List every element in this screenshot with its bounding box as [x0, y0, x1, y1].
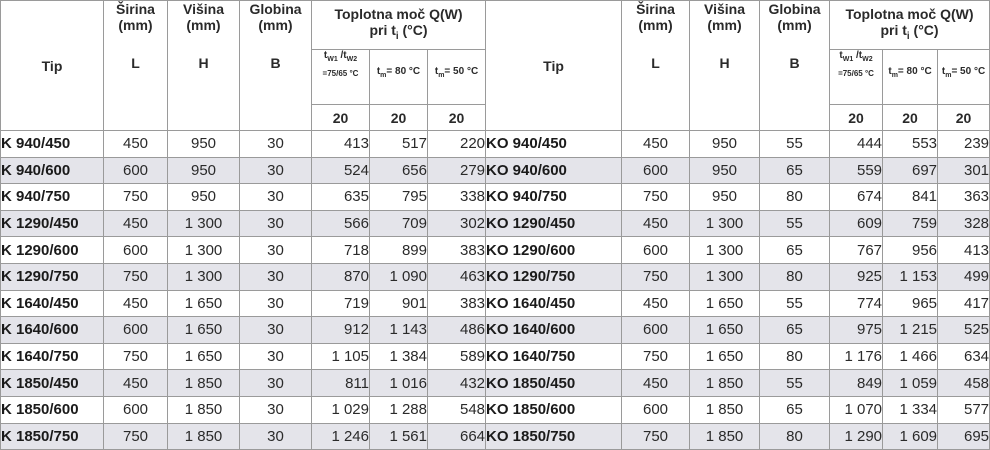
k-height-cell: 1 850 [168, 370, 240, 397]
table-row [1, 131, 990, 158]
k-depth-cell: 30 [240, 290, 312, 317]
k-power-tm50-cell: 279 [428, 157, 486, 184]
k-width-cell: 600 [104, 157, 168, 184]
ko-width-cell: 750 [622, 263, 690, 290]
ko-power-75-65-cell: 774 [830, 290, 883, 317]
tm50-sub-left: m [438, 72, 445, 79]
ko-power-tm50-cell: 695 [938, 423, 990, 450]
ko-power-tm50-cell: 577 [938, 396, 990, 423]
k-height-cell: 1 650 [168, 290, 240, 317]
ko-height-cell: 1 650 [690, 317, 760, 344]
k-power-75-65-cell: 1 029 [312, 396, 370, 423]
ko-model-cell: KO 1290/600 [486, 237, 622, 264]
ko-power-75-65-cell: 609 [830, 210, 883, 237]
ko-power-75-65-cell: 975 [830, 317, 883, 344]
power-header-right [830, 1, 990, 50]
k-model-cell: K 1290/750 [1, 263, 104, 290]
k-power-tm50-cell: 548 [428, 396, 486, 423]
ko-width-cell: 450 [622, 131, 690, 158]
height-letter-right: H [719, 55, 730, 71]
table-row [1, 237, 990, 264]
k-power-tm80-cell: 899 [370, 237, 428, 264]
k-depth-cell: 30 [240, 263, 312, 290]
k-model-cell: K 940/600 [1, 157, 104, 184]
k-power-tm80-cell: 1 090 [370, 263, 428, 290]
k-power-tm50-cell: 589 [428, 343, 486, 370]
height-label-left: Višina (mm) [183, 1, 224, 33]
ko-height-cell: 1 650 [690, 343, 760, 370]
k-height-cell: 1 650 [168, 343, 240, 370]
k-power-tm50-cell: 383 [428, 237, 486, 264]
ko-depth-cell: 55 [760, 131, 830, 158]
temp-header-left-2: 20 [370, 105, 428, 131]
k-height-cell: 1 850 [168, 396, 240, 423]
ko-power-tm80-cell: 759 [883, 210, 938, 237]
k-power-tm50-cell: 463 [428, 263, 486, 290]
k-power-75-65-cell: 718 [312, 237, 370, 264]
k-height-cell: 1 300 [168, 263, 240, 290]
power-title-unit-right: (°C) [909, 21, 939, 38]
ko-power-tm80-cell: 1 059 [883, 370, 938, 397]
power-title-unit-left: (°C) [398, 21, 428, 38]
k-height-cell: 1 300 [168, 237, 240, 264]
k-width-cell: 450 [104, 131, 168, 158]
k-height-cell: 1 650 [168, 317, 240, 344]
width-header-right [622, 1, 690, 131]
power-title-sub-left: i [395, 30, 399, 42]
ko-power-tm80-cell: 1 609 [883, 423, 938, 450]
k-power-75-65-cell: 413 [312, 131, 370, 158]
k-model-cell: K 1850/750 [1, 423, 104, 450]
ko-model-cell: KO 940/750 [486, 184, 622, 211]
height-header-left [168, 1, 240, 131]
spec-table-body [1, 131, 990, 450]
k-model-cell: K 1290/450 [1, 210, 104, 237]
tm50-sub-right: m [945, 72, 952, 79]
ko-power-75-65-cell: 925 [830, 263, 883, 290]
ko-power-tm80-cell: 697 [883, 157, 938, 184]
k-depth-cell: 30 [240, 131, 312, 158]
tm80-main-left: t [376, 66, 381, 77]
ko-power-tm50-cell: 328 [938, 210, 990, 237]
k-width-cell: 750 [104, 184, 168, 211]
table-row [1, 184, 990, 211]
ko-power-75-65-cell: 559 [830, 157, 883, 184]
ko-height-cell: 950 [690, 131, 760, 158]
ko-model-cell: KO 1290/750 [486, 263, 622, 290]
ko-model-cell: KO 940/450 [486, 131, 622, 158]
temp-header-right-2: 20 [883, 105, 938, 131]
power-title-line2-left: pri t [369, 21, 396, 38]
depth-label-right: Globina (mm) [768, 1, 821, 33]
k-width-cell: 600 [104, 237, 168, 264]
ko-model-cell: KO 1850/600 [486, 396, 622, 423]
twater-main-left: t [323, 50, 328, 61]
k-power-tm80-cell: 1 143 [370, 317, 428, 344]
ko-width-cell: 600 [622, 157, 690, 184]
ko-width-cell: 450 [622, 210, 690, 237]
ko-height-cell: 1 850 [690, 396, 760, 423]
k-depth-cell: 30 [240, 184, 312, 211]
ko-height-cell: 1 650 [690, 290, 760, 317]
twater-small-right: =75/65 °C [838, 69, 874, 78]
table-row [1, 396, 990, 423]
k-depth-cell: 30 [240, 370, 312, 397]
ko-model-cell: KO 1640/450 [486, 290, 622, 317]
k-depth-cell: 30 [240, 237, 312, 264]
ko-power-75-65-cell: 849 [830, 370, 883, 397]
ko-width-cell: 450 [622, 290, 690, 317]
ko-height-cell: 950 [690, 184, 760, 211]
k-power-tm50-cell: 432 [428, 370, 486, 397]
tm50-main-left: t [434, 66, 439, 77]
tm80-sub-right: m [891, 72, 898, 79]
ko-power-tm80-cell: 1 466 [883, 343, 938, 370]
ko-power-tm80-cell: 1 153 [883, 263, 938, 290]
temp-header-right-1: 20 [830, 105, 883, 131]
ko-model-cell: KO 1640/750 [486, 343, 622, 370]
k-power-tm80-cell: 901 [370, 290, 428, 317]
ko-power-tm50-cell: 634 [938, 343, 990, 370]
tm80-sub-left: m [380, 72, 387, 79]
k-depth-cell: 30 [240, 343, 312, 370]
table-row [1, 343, 990, 370]
table-row [1, 263, 990, 290]
k-width-cell: 450 [104, 210, 168, 237]
k-power-75-65-cell: 811 [312, 370, 370, 397]
k-depth-cell: 30 [240, 157, 312, 184]
temp-header-left-3: 20 [428, 105, 486, 131]
ko-power-75-65-cell: 674 [830, 184, 883, 211]
tm80-header-left [370, 50, 428, 105]
ko-power-tm50-cell: 458 [938, 370, 990, 397]
k-model-cell: K 1850/600 [1, 396, 104, 423]
width-label-left: Širina (mm) [116, 1, 155, 33]
twater-small-left: =75/65 °C [322, 69, 359, 78]
height-label-right: Višina (mm) [704, 1, 746, 33]
ko-width-cell: 600 [622, 396, 690, 423]
k-power-75-65-cell: 870 [312, 263, 370, 290]
height-header-right [690, 1, 760, 131]
tm80-val-right: = 80 °C [897, 66, 932, 77]
k-width-cell: 600 [104, 396, 168, 423]
twater-w1-right: W1 [842, 56, 854, 63]
k-power-75-65-cell: 1 105 [312, 343, 370, 370]
header-row-1 [1, 1, 990, 50]
ko-model-cell: KO 1290/450 [486, 210, 622, 237]
table-row [1, 210, 990, 237]
ko-model-cell: KO 940/600 [486, 157, 622, 184]
ko-depth-cell: 80 [760, 184, 830, 211]
k-power-tm50-cell: 220 [428, 131, 486, 158]
k-depth-cell: 30 [240, 317, 312, 344]
depth-header-left [240, 1, 312, 131]
k-width-cell: 750 [104, 423, 168, 450]
tip-header-right: Tip [486, 1, 622, 131]
ko-power-tm80-cell: 956 [883, 237, 938, 264]
k-model-cell: K 1290/600 [1, 237, 104, 264]
k-width-cell: 450 [104, 290, 168, 317]
k-power-tm80-cell: 1 384 [370, 343, 428, 370]
ko-model-cell: KO 1850/750 [486, 423, 622, 450]
tm50-header-right [938, 50, 990, 105]
ko-power-75-65-cell: 1 290 [830, 423, 883, 450]
ko-power-75-65-cell: 444 [830, 131, 883, 158]
ko-height-cell: 1 850 [690, 423, 760, 450]
k-power-75-65-cell: 719 [312, 290, 370, 317]
width-letter-right: L [651, 55, 660, 71]
ko-power-75-65-cell: 1 070 [830, 396, 883, 423]
depth-label-left: Globina (mm) [249, 1, 302, 33]
k-model-cell: K 940/750 [1, 184, 104, 211]
k-depth-cell: 30 [240, 396, 312, 423]
table-row [1, 290, 990, 317]
table-row [1, 370, 990, 397]
tm50-header-left [428, 50, 486, 105]
ko-width-cell: 750 [622, 184, 690, 211]
k-power-75-65-cell: 1 246 [312, 423, 370, 450]
ko-depth-cell: 80 [760, 263, 830, 290]
ko-power-75-65-cell: 1 176 [830, 343, 883, 370]
k-power-tm80-cell: 1 561 [370, 423, 428, 450]
ko-depth-cell: 65 [760, 157, 830, 184]
ko-depth-cell: 65 [760, 237, 830, 264]
temp-header-right-3: 20 [938, 105, 990, 131]
power-title-sub-right: i [906, 30, 910, 42]
ko-power-tm50-cell: 363 [938, 184, 990, 211]
ko-height-cell: 1 300 [690, 263, 760, 290]
k-power-tm80-cell: 709 [370, 210, 428, 237]
twater-sep-left: /t [337, 50, 347, 61]
table-row [1, 317, 990, 344]
k-power-tm80-cell: 656 [370, 157, 428, 184]
ko-depth-cell: 55 [760, 210, 830, 237]
tm80-header-right [883, 50, 938, 105]
ko-power-tm80-cell: 965 [883, 290, 938, 317]
k-depth-cell: 30 [240, 210, 312, 237]
ko-power-tm50-cell: 525 [938, 317, 990, 344]
k-power-tm80-cell: 1 016 [370, 370, 428, 397]
k-height-cell: 950 [168, 157, 240, 184]
twater-w2-right: W2 [862, 56, 873, 63]
ko-width-cell: 600 [622, 317, 690, 344]
k-power-tm50-cell: 302 [428, 210, 486, 237]
ko-power-tm80-cell: 553 [883, 131, 938, 158]
ko-depth-cell: 65 [760, 317, 830, 344]
depth-header-right [760, 1, 830, 131]
table-row [1, 157, 990, 184]
ko-height-cell: 1 850 [690, 370, 760, 397]
depth-letter-right: B [789, 55, 800, 71]
twater-header-left [312, 50, 370, 105]
ko-height-cell: 950 [690, 157, 760, 184]
ko-width-cell: 750 [622, 423, 690, 450]
ko-height-cell: 1 300 [690, 237, 760, 264]
twater-w2-left: W2 [346, 56, 358, 63]
ko-depth-cell: 55 [760, 290, 830, 317]
k-height-cell: 1 300 [168, 210, 240, 237]
width-header-left [104, 1, 168, 131]
k-model-cell: K 1640/600 [1, 317, 104, 344]
ko-power-tm50-cell: 413 [938, 237, 990, 264]
ko-width-cell: 450 [622, 370, 690, 397]
depth-letter-left: B [270, 55, 281, 71]
tm50-val-left: = 50 °C [444, 66, 479, 77]
ko-width-cell: 600 [622, 237, 690, 264]
ko-width-cell: 750 [622, 343, 690, 370]
power-title-line1-left: Toplotna moč Q(W) [334, 5, 463, 22]
ko-depth-cell: 80 [760, 343, 830, 370]
k-power-tm50-cell: 383 [428, 290, 486, 317]
k-power-tm50-cell: 664 [428, 423, 486, 450]
ko-power-tm80-cell: 1 215 [883, 317, 938, 344]
power-title-line2-right: pri t [880, 21, 907, 38]
tm50-val-right: = 50 °C [951, 66, 986, 77]
twater-header-right [830, 50, 883, 105]
k-height-cell: 950 [168, 184, 240, 211]
k-model-cell: K 940/450 [1, 131, 104, 158]
height-letter-left: H [198, 55, 209, 71]
k-width-cell: 750 [104, 263, 168, 290]
power-header-left [312, 1, 486, 50]
tm80-main-right: t [888, 66, 892, 77]
ko-depth-cell: 55 [760, 370, 830, 397]
twater-main-right: t [839, 50, 843, 61]
tm50-main-right: t [941, 66, 946, 77]
ko-power-tm50-cell: 239 [938, 131, 990, 158]
ko-power-75-65-cell: 767 [830, 237, 883, 264]
k-model-cell: K 1640/450 [1, 290, 104, 317]
ko-model-cell: KO 1640/600 [486, 317, 622, 344]
tm80-val-left: = 80 °C [386, 66, 421, 77]
twater-sep-right: /t [853, 50, 863, 61]
ko-depth-cell: 65 [760, 396, 830, 423]
table-row [1, 423, 990, 450]
k-width-cell: 600 [104, 317, 168, 344]
k-height-cell: 950 [168, 131, 240, 158]
width-label-right: Širina (mm) [636, 1, 675, 33]
k-model-cell: K 1640/750 [1, 343, 104, 370]
temp-header-left-1: 20 [312, 105, 370, 131]
k-power-75-65-cell: 566 [312, 210, 370, 237]
tip-header-left: Tip [1, 1, 104, 131]
k-power-75-65-cell: 524 [312, 157, 370, 184]
ko-height-cell: 1 300 [690, 210, 760, 237]
ko-power-tm80-cell: 1 334 [883, 396, 938, 423]
k-power-75-65-cell: 635 [312, 184, 370, 211]
k-depth-cell: 30 [240, 423, 312, 450]
ko-depth-cell: 80 [760, 423, 830, 450]
ko-power-tm50-cell: 417 [938, 290, 990, 317]
k-power-tm80-cell: 795 [370, 184, 428, 211]
twater-w1-left: W1 [327, 56, 338, 63]
ko-model-cell: KO 1850/450 [486, 370, 622, 397]
k-power-tm50-cell: 338 [428, 184, 486, 211]
k-width-cell: 450 [104, 370, 168, 397]
k-model-cell: K 1850/450 [1, 370, 104, 397]
k-width-cell: 750 [104, 343, 168, 370]
k-height-cell: 1 850 [168, 423, 240, 450]
ko-power-tm80-cell: 841 [883, 184, 938, 211]
power-title-line1-right: Toplotna moč Q(W) [845, 5, 974, 22]
width-letter-left: L [131, 55, 140, 71]
k-power-tm50-cell: 486 [428, 317, 486, 344]
ko-power-tm50-cell: 301 [938, 157, 990, 184]
ko-power-tm50-cell: 499 [938, 263, 990, 290]
k-power-tm80-cell: 517 [370, 131, 428, 158]
k-power-75-65-cell: 912 [312, 317, 370, 344]
k-power-tm80-cell: 1 288 [370, 396, 428, 423]
